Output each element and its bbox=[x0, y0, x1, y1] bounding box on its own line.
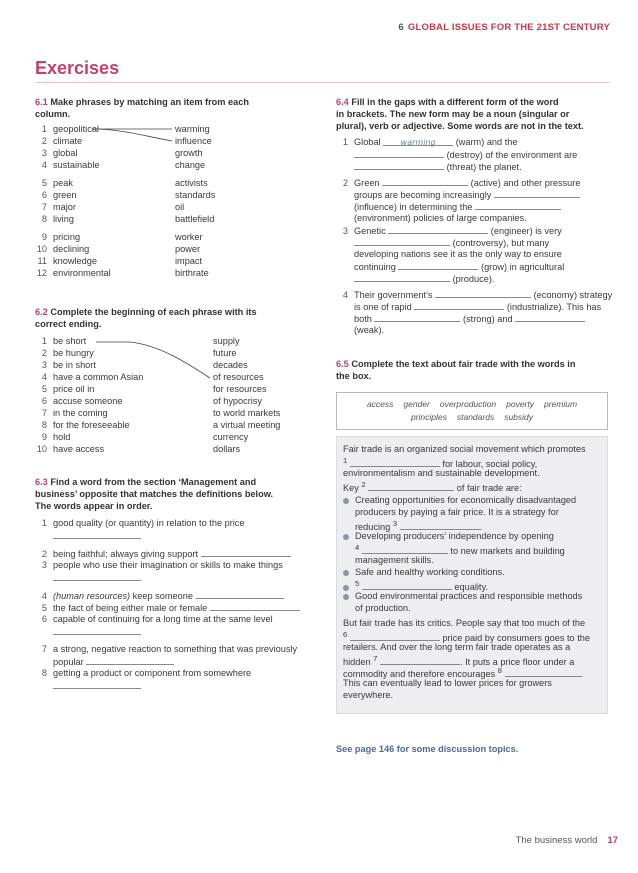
item-number: 7 bbox=[41, 408, 47, 418]
ex64-text: (strong) and bbox=[463, 314, 513, 324]
ex62-number: 6.2 bbox=[35, 307, 48, 317]
left-phrase: sustainable bbox=[53, 160, 100, 170]
answer-blank[interactable] bbox=[383, 136, 453, 146]
ex65-instruction bbox=[336, 358, 616, 382]
word-option: subsidy bbox=[504, 412, 534, 422]
right-phrase: to world markets bbox=[213, 408, 281, 418]
item-number: 10 bbox=[36, 244, 47, 254]
left-phrase: peak bbox=[53, 178, 73, 188]
answer-blank[interactable] bbox=[53, 529, 141, 539]
ex64-instruction-line: Fill in the gaps with a different form of the word bbox=[351, 97, 559, 107]
right-phrase: currency bbox=[213, 432, 249, 442]
item-number: 9 bbox=[41, 232, 47, 242]
word-option: overproduction bbox=[439, 399, 497, 409]
left-phrase: for the foreseeable bbox=[53, 420, 130, 430]
right-phrase: a virtual meeting bbox=[213, 420, 281, 430]
answer-blank[interactable] bbox=[435, 288, 531, 298]
item-number: 1 bbox=[41, 124, 47, 134]
item-number: 12 bbox=[36, 268, 47, 278]
ex63-item: popular bbox=[53, 657, 84, 667]
answer-blank[interactable] bbox=[196, 589, 284, 599]
right-phrase: activists bbox=[175, 178, 208, 188]
answer-blank[interactable] bbox=[354, 160, 444, 170]
match-row bbox=[35, 347, 305, 359]
right-phrase: birthrate bbox=[175, 268, 209, 278]
fair-trade-line: commodity and therefore encourages bbox=[343, 669, 496, 680]
fair-trade-line: Developing producers’ independence by opening bbox=[355, 531, 554, 541]
left-phrase: be short bbox=[53, 336, 87, 346]
left-phrase: declining bbox=[53, 244, 90, 254]
ex64-text: developing nations see it as the only way to ensure bbox=[354, 249, 562, 259]
answer-blank[interactable] bbox=[368, 481, 454, 491]
match-row bbox=[35, 359, 305, 371]
ex63-item: getting a product or component from somewhere bbox=[53, 668, 252, 678]
item-number: 11 bbox=[37, 256, 47, 266]
left-phrase: pricing bbox=[53, 232, 81, 242]
right-phrase: future bbox=[213, 348, 237, 358]
ex63-item-italic: (human resources) bbox=[53, 591, 131, 601]
match-row bbox=[35, 395, 305, 407]
ex64-text: is one of rapid bbox=[354, 302, 412, 312]
ex64-text: Global bbox=[354, 137, 381, 147]
answer-blank[interactable] bbox=[350, 631, 440, 641]
ex63-item: being faithful; always giving support bbox=[53, 549, 199, 559]
answer-blank[interactable] bbox=[494, 188, 580, 198]
item-number: 8 bbox=[41, 668, 47, 678]
fair-trade-line: to new markets and building bbox=[450, 546, 565, 557]
ex63-number: 6.3 bbox=[35, 477, 48, 487]
ex63-item: good quality (or quantity) in relation to the price bbox=[53, 518, 245, 528]
item-number: 7 bbox=[41, 202, 47, 212]
ex64-text: (economy) strategy bbox=[533, 290, 613, 300]
answer-blank[interactable] bbox=[400, 520, 480, 530]
right-phrase: of resources bbox=[213, 372, 264, 382]
item-number: 7 bbox=[41, 644, 47, 654]
ex64-text: (environment) policies of large companies. bbox=[354, 213, 527, 223]
fair-trade-line: equality. bbox=[454, 582, 488, 593]
word-box bbox=[336, 392, 608, 430]
answer-blank[interactable] bbox=[350, 457, 440, 467]
left-phrase: in the coming bbox=[53, 408, 108, 418]
ex64-text: (controversy), but many bbox=[452, 238, 550, 248]
ex63-instruction bbox=[35, 476, 325, 512]
right-phrase: oil bbox=[175, 202, 185, 212]
fair-trade-line: Fair trade is an organized social movement which promotes bbox=[343, 444, 586, 454]
left-phrase: have access bbox=[53, 444, 105, 454]
match-row bbox=[35, 431, 305, 443]
left-phrase: be in short bbox=[53, 360, 96, 370]
item-number: 3 bbox=[41, 360, 47, 370]
right-phrase: for resources bbox=[213, 384, 267, 394]
fair-trade-line: . It puts a price floor under a bbox=[459, 657, 575, 668]
word-option: premium bbox=[543, 399, 578, 409]
ex62-list bbox=[35, 335, 305, 455]
item-number: 9 bbox=[41, 432, 47, 442]
ex63-instruction-line: business’ opposite that matches the definitions below. bbox=[35, 489, 274, 499]
item-number: 4 bbox=[41, 160, 47, 170]
right-phrase: warming bbox=[175, 124, 210, 134]
fair-trade-line: Key bbox=[343, 483, 359, 494]
right-phrase: change bbox=[175, 160, 206, 170]
fair-trade-line: price paid by consumers goes to the bbox=[442, 633, 590, 644]
ex65-instruction-line: the box. bbox=[336, 371, 372, 381]
answer-blank[interactable] bbox=[53, 571, 141, 581]
fair-trade-line: management skills. bbox=[355, 555, 434, 565]
right-phrase: of hypocrisy bbox=[213, 396, 263, 406]
ex63-item: a strong, negative reaction to something that was previously bbox=[53, 644, 298, 654]
item-number: 5 bbox=[41, 384, 47, 394]
item-number: 10 bbox=[36, 444, 47, 454]
right-phrase: worker bbox=[175, 232, 203, 242]
match-row bbox=[35, 383, 305, 395]
ex63-item: people who use their imagination or skills to make things bbox=[53, 560, 283, 570]
item-number: 5 bbox=[41, 603, 47, 613]
left-phrase: knowledge bbox=[53, 256, 97, 266]
ex63-list bbox=[35, 517, 325, 691]
item-number: 4 bbox=[41, 591, 47, 601]
word-option: poverty bbox=[506, 399, 534, 409]
bullet-icon bbox=[343, 570, 349, 576]
fair-trade-line: hidden bbox=[343, 657, 371, 668]
left-phrase: accuse someone bbox=[53, 396, 123, 406]
fair-trade-line: environmentalism and sustainable development. bbox=[343, 468, 540, 478]
ex64-list: 1 Global warming (warm) and the (destroy) of the environment are (threat) the planet. 2 Green (active) and other pressure groups are becoming increasingly (influence) in determining the (environment) policies of large companies. 3 Genetic (engineer) is very (controversy), but many developing nations see it as the only way to ensure continuing (grow) in agricultural (produce). 4 Their government’s (economy) strategy is one of rapid (industrialize). This has both (strong) and (weak). bbox=[342, 137, 613, 335]
bullet-icon bbox=[343, 498, 349, 504]
ex62-instruction-line: Complete the beginning of each phrase with its bbox=[50, 307, 257, 317]
fair-trade-line: retailers. And over the long term fair trade operates as a bbox=[343, 642, 571, 652]
item-number: 1 bbox=[41, 336, 47, 346]
answer-blank[interactable] bbox=[414, 300, 504, 310]
ex64-instruction bbox=[336, 96, 616, 132]
right-phrase: decades bbox=[213, 360, 248, 370]
page-number: 17 bbox=[607, 835, 618, 846]
left-phrase: green bbox=[53, 190, 77, 200]
ex64-text: (engineer) is very bbox=[490, 226, 562, 236]
match-row bbox=[35, 371, 305, 383]
ex64-text: (weak). bbox=[354, 325, 385, 335]
ex61-number: 6.1 bbox=[35, 97, 48, 107]
right-phrase: standards bbox=[175, 190, 216, 200]
answer-blank[interactable] bbox=[201, 547, 291, 557]
ex64-instruction-line: in brackets. The new form may be a noun (singular or bbox=[336, 109, 570, 119]
item-number: 3 bbox=[41, 560, 47, 570]
ex65-number: 6.5 bbox=[336, 359, 349, 369]
ex63-item: capable of continuing for a long time at the same level bbox=[53, 614, 273, 624]
item-number: 6 bbox=[41, 190, 47, 200]
answer-blank[interactable] bbox=[354, 272, 450, 282]
handwritten-answer: warming bbox=[400, 138, 436, 147]
answer-blank[interactable] bbox=[362, 544, 448, 554]
answer-blank[interactable] bbox=[388, 224, 488, 234]
right-phrase: supply bbox=[213, 336, 240, 346]
item-number: 2 bbox=[41, 136, 47, 146]
ex64-text: Genetic bbox=[354, 226, 386, 236]
left-phrase: global bbox=[53, 148, 78, 158]
answer-blank[interactable] bbox=[515, 312, 585, 322]
see-page-note: See page 146 for some discussion topics. bbox=[336, 744, 519, 754]
match-line bbox=[92, 129, 172, 141]
item-number: 6 bbox=[41, 396, 47, 406]
ex62-instruction-line: correct ending. bbox=[35, 319, 102, 329]
bullet-icon bbox=[343, 534, 349, 540]
answer-blank[interactable] bbox=[398, 260, 478, 270]
fair-trade-line: Good environmental practices and responsible methods bbox=[355, 591, 583, 601]
answer-blank[interactable] bbox=[53, 625, 141, 635]
item-number: 5 bbox=[41, 178, 47, 188]
match-row bbox=[35, 419, 305, 431]
item-number: 3 bbox=[41, 148, 47, 158]
chapter-title: GLOBAL ISSUES FOR THE 21ST CENTURY bbox=[407, 22, 610, 33]
ex64-text: (produce). bbox=[452, 274, 495, 284]
item-number: 2 bbox=[41, 348, 47, 358]
answer-blank[interactable] bbox=[53, 679, 141, 689]
right-phrase: power bbox=[175, 244, 201, 254]
left-phrase: climate bbox=[53, 136, 83, 146]
fair-trade-line: Safe and healthy working conditions. bbox=[355, 567, 505, 577]
ex64-text: (active) and other pressure bbox=[470, 178, 581, 188]
left-phrase: living bbox=[53, 214, 74, 224]
left-phrase: price oil in bbox=[53, 384, 95, 394]
word-option: access bbox=[366, 399, 394, 409]
fair-trade-line: everywhere. bbox=[343, 690, 394, 700]
right-phrase: dollars bbox=[213, 444, 241, 454]
ex62-instruction bbox=[35, 306, 305, 330]
item-number: 4 bbox=[41, 372, 47, 382]
ex63-item: the fact of being either male or female bbox=[53, 603, 208, 613]
exercises-title: Exercises bbox=[35, 58, 120, 78]
fair-trade-line: But fair trade has its critics. People say that too much of the bbox=[343, 618, 586, 628]
ex64-instruction-line: plural), verb or adjective. Some words are not in the text. bbox=[336, 121, 584, 131]
answer-blank[interactable] bbox=[354, 148, 444, 158]
bullet-icon bbox=[343, 594, 349, 600]
ex61-instruction-line: column. bbox=[35, 109, 71, 119]
answer-blank[interactable] bbox=[475, 200, 561, 210]
ex64-text: (destroy) of the environment are bbox=[446, 150, 578, 160]
word-option: principles bbox=[410, 412, 447, 422]
word-option: gender bbox=[403, 399, 430, 409]
answer-blank[interactable] bbox=[382, 176, 468, 186]
fair-trade-line: of production. bbox=[355, 603, 411, 613]
ex61-instruction-line: Make phrases by matching an item from each bbox=[50, 97, 249, 107]
left-phrase: environmental bbox=[53, 268, 111, 278]
fair-trade-line: for labour, social policy, bbox=[442, 459, 538, 470]
word-option: standards bbox=[456, 412, 495, 422]
footer-title: The business world bbox=[515, 835, 598, 846]
right-phrase: influence bbox=[175, 136, 212, 146]
ex63-instruction-line: The words appear in order. bbox=[35, 501, 153, 511]
ex64-text: (industrialize). This has bbox=[506, 302, 602, 312]
left-phrase: geopolitical bbox=[53, 124, 99, 134]
left-phrase: have a common Asian bbox=[53, 372, 144, 382]
fair-trade-line: of fair trade are: bbox=[456, 483, 522, 494]
match-row bbox=[35, 407, 305, 419]
ex64-text: both bbox=[354, 314, 372, 324]
ex64-text: groups are becoming increasingly bbox=[354, 190, 492, 200]
item-number: 1 bbox=[41, 518, 47, 528]
ex65-instruction-line: Complete the text about fair trade with the words in bbox=[351, 359, 576, 369]
right-phrase: growth bbox=[175, 148, 203, 158]
match-row bbox=[35, 443, 305, 455]
answer-blank[interactable] bbox=[362, 580, 452, 590]
match-row bbox=[35, 335, 305, 347]
ex64-text: Their government’s bbox=[354, 290, 433, 300]
answer-blank[interactable] bbox=[505, 667, 581, 677]
fair-trade-text: Fair trade is an organized social movement which promotes $^1$ for labour, social policy, environmentalism and sustainable development. Key $^2$ of fair trade are: Creating opportunities for economically disadvantaged producers by paying a fair price. It is a strategy for reducing $^3$ . Developing producers’ independence by opening $^4$ to new markets and building management skills. Safe and healthy working conditions. $^5$ equality. Good environmental practices and responsible methods of production. But fair trade has its critics. People say that too much of the $^6$ price paid by consumers goes to the retailers. And over the long term fair trade operates as a hidden $^7$ . It puts a price floor under a commodity and therefore encourages $^8$ . This can eventually lead to lower prices for growers everywhere. bbox=[343, 443, 605, 701]
item-number: 6 bbox=[41, 614, 47, 624]
answer-blank[interactable] bbox=[210, 601, 300, 611]
ex64-text: Green bbox=[354, 178, 380, 188]
fair-trade-line: Creating opportunities for economically disadvantaged bbox=[355, 495, 577, 505]
fair-trade-line: producers by paying a fair price. It is a strategy for bbox=[355, 507, 559, 517]
answer-blank[interactable] bbox=[86, 655, 174, 665]
item-number: 2 bbox=[41, 549, 47, 559]
fair-trade-line: This can eventually lead to lower prices for growers bbox=[343, 678, 552, 688]
ex63-instruction-line: Find a word from the section ‘Management and bbox=[50, 477, 257, 487]
page-footer bbox=[516, 835, 618, 846]
left-phrase: hold bbox=[53, 432, 71, 442]
ex64-text: continuing bbox=[354, 262, 396, 272]
right-phrase: impact bbox=[175, 256, 203, 266]
answer-blank[interactable] bbox=[380, 655, 460, 665]
item-number: 8 bbox=[41, 420, 47, 430]
ex64-text: (warm) and the bbox=[455, 137, 518, 147]
chapter-number: 6 bbox=[398, 22, 404, 33]
ex64-number: 6.4 bbox=[336, 97, 349, 107]
right-phrase: battlefield bbox=[175, 214, 215, 224]
item-number: 8 bbox=[41, 214, 47, 224]
ex63-item: keep someone bbox=[132, 591, 193, 601]
answer-blank[interactable] bbox=[374, 312, 460, 322]
ex64-text: (threat) the planet. bbox=[446, 162, 522, 172]
ex64-text: (grow) in agricultural bbox=[481, 262, 565, 272]
fair-trade-line: reducing bbox=[355, 522, 391, 533]
ex64-text: (influence) in determining the bbox=[354, 202, 473, 212]
left-phrase: major bbox=[53, 202, 76, 212]
left-phrase: be hungry bbox=[53, 348, 94, 358]
answer-blank[interactable] bbox=[354, 236, 450, 246]
